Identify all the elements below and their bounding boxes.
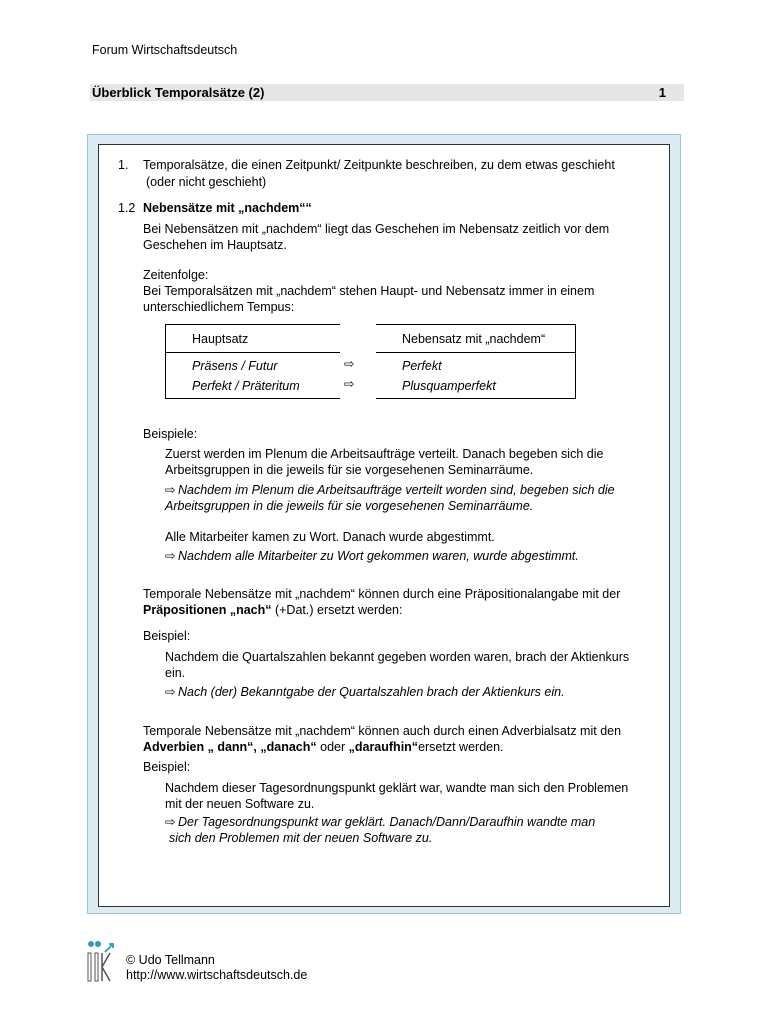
table-row2-right: Plusquamperfekt	[402, 379, 496, 393]
section1-line1: Temporalsätze, die einen Zeitpunkt/ Zeitpunkte beschreiben, zu dem etwas geschieht	[143, 158, 615, 172]
ex1-line2: Arbeitsgruppen in die jeweils für sie vorgesehenen Seminarräume.	[165, 463, 534, 477]
adverb-answer-line1: ⇨ Der Tagesordnungspunkt war geklärt. Danach/Dann/Daraufhin wandte man	[165, 815, 596, 829]
adverb-example-label: Beispiel:	[143, 760, 191, 774]
zeitenfolge-line1: Bei Temporalsätzen mit „nachdem“ stehen Haupt- und Nebensatz immer in einem	[143, 284, 595, 298]
page-title: Überblick Temporalsätze (2)	[92, 85, 265, 100]
table-row1-right: Perfekt	[402, 359, 442, 373]
adverb-answer-line2: sich den Problemen mit der neuen Software zu.	[169, 831, 433, 845]
section1-line2: (oder nicht geschieht)	[146, 175, 267, 189]
praep-example-label: Beispiel:	[143, 629, 191, 643]
zeitenfolge-line2: unterschiedlichem Tempus:	[143, 300, 295, 314]
praep-ex-line1: Nachdem die Quartalszahlen bekannt gegeben worden waren, brach der Aktienkurs	[165, 650, 630, 664]
section12-intro-line1: Bei Nebensätzen mit „nachdem“ liegt das Geschehen im Nebensatz zeitlich vor dem	[143, 222, 610, 236]
ex1-line1: Zuerst werden im Plenum die Arbeitsaufträge verteilt. Danach begeben sich die	[165, 447, 604, 461]
section1-number: 1.	[118, 158, 129, 172]
praep-line1: Temporale Nebensätze mit „nachdem“ können durch eine Präpositionalangabe mit der	[143, 587, 621, 601]
praep-ex-line2: ein.	[165, 666, 186, 680]
adverb-ex-line1: Nachdem dieser Tagesordnungspunkt geklärt war, wandte man sich den Problemen	[165, 781, 629, 795]
footer	[126, 953, 307, 983]
table-row2-left: Perfekt / Präteritum	[192, 379, 300, 393]
table-row1-left: Präsens / Futur	[192, 359, 278, 373]
arrow-right-icon: ⇨	[344, 357, 355, 371]
footer-author: © Udo Tellmann	[126, 953, 215, 967]
ex1-answer-line2: Arbeitsgruppen in die jeweils für sie vorgesehenen Seminarräume.	[165, 499, 534, 513]
adverb-line2: Adverbien „ dann“, „danach“ oder „daraufhin“ersetzt werden.	[143, 740, 504, 754]
praep-line2: Präpositionen „nach“ (+Dat.) ersetzt werden:	[143, 603, 403, 617]
examples-label: Beispiele:	[143, 427, 198, 441]
ex2-answer: ⇨ Nachdem alle Mitarbeiter zu Wort gekommen waren, wurde abgestimmt.	[165, 549, 579, 563]
table-header-right: Nebensatz mit „nachdem“	[402, 332, 546, 346]
arrow-right-icon: ⇨	[165, 815, 176, 829]
arrow-right-icon: ⇨	[165, 483, 176, 497]
footer-url[interactable]: http://www.wirtschaftsdeutsch.de	[126, 968, 308, 982]
table-header-left: Hauptsatz	[192, 332, 249, 346]
arrow-right-icon: ⇨	[165, 549, 176, 563]
section12-number: 1.2	[118, 201, 136, 215]
title-bar	[90, 84, 684, 101]
arrow-right-icon: ⇨	[165, 685, 176, 699]
arrow-right-icon: ⇨	[344, 377, 355, 391]
header-org: Forum Wirtschaftsdeutsch	[92, 43, 238, 57]
section12-heading: Nebensätze mit „nachdem““	[143, 201, 312, 215]
zeitenfolge-label: Zeitenfolge:	[143, 268, 209, 282]
ex1-answer-line1: ⇨ Nachdem im Plenum die Arbeitsaufträge verteilt worden sind, begeben sich die	[165, 483, 615, 497]
wirtschaftsdeutsch-logo-icon	[85, 940, 117, 984]
ex2-line1: Alle Mitarbeiter kamen zu Wort. Danach wurde abgestimmt.	[165, 530, 495, 544]
praep-answer: ⇨ Nach (der) Bekanntgabe der Quartalszahlen brach der Aktienkurs ein.	[165, 685, 565, 699]
adverb-line1: Temporale Nebensätze mit „nachdem“ können auch durch einen Adverbialsatz mit den	[143, 724, 622, 738]
section12-intro-line2: Geschehen im Hauptsatz.	[143, 238, 287, 252]
page-number: 1	[658, 85, 666, 100]
adverb-ex-line2: mit der neuen Software zu.	[165, 797, 315, 811]
